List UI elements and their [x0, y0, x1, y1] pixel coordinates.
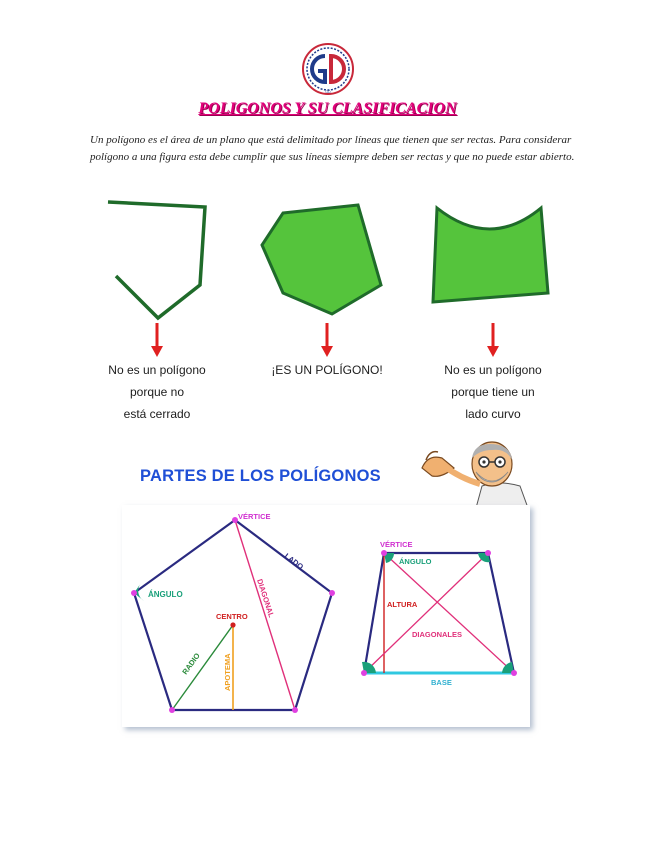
label-angle: ÁNGULO	[148, 590, 183, 599]
label-trap-height: ALTURA	[387, 600, 418, 609]
logo-text: GD	[325, 90, 331, 94]
polygon-parts-panel	[122, 505, 530, 727]
caption-curved: No es un polígono porque tiene un lado curvo	[444, 363, 542, 421]
label-center: CENTRO	[216, 612, 248, 621]
label-trap-diagonals: DIAGONALES	[412, 630, 463, 639]
label-trap-base: BASE	[431, 678, 452, 687]
caption-open: No es un polígono porque no está cerrado	[108, 363, 206, 421]
label-trap-angle: ÁNGULO	[399, 557, 432, 566]
school-logo	[298, 42, 358, 96]
label-side: LADO	[282, 551, 306, 572]
polygon-shape	[262, 205, 381, 314]
page-title: POLIGONOS Y SU CLASIFICACION	[198, 100, 457, 117]
parts-title: PARTES DE LOS POLÍGONOS	[140, 467, 381, 485]
trapezoid-outline	[364, 553, 514, 673]
arrow-down-icon	[321, 323, 333, 357]
pentagon-center	[230, 622, 235, 627]
caption-polygon: ¡ES UN POLÍGONO!	[271, 363, 383, 377]
arrow-down-icon	[487, 323, 499, 357]
intro-paragraph: Un polígono es el área de un plano que está delimitado por líneas que tienen que ser rectas. Para considerar polígono a una figura esta debe cumplir que sus líneas siempre deben ser rectas y que no puede estar abierto.	[90, 134, 575, 163]
trapezoid-diagonal-1	[384, 553, 514, 673]
professor-illustration	[420, 438, 530, 508]
label-diagonal: DIAGONAL	[255, 577, 277, 619]
label-vertex: VÉRTICE	[238, 512, 271, 521]
label-trap-vertex: VÉRTICE	[380, 540, 413, 549]
label-radius: RADIO	[180, 651, 202, 677]
parts-diagram	[122, 505, 530, 727]
arrow-down-icon	[151, 323, 163, 357]
trapezoid-diagonal-2	[364, 553, 488, 673]
label-apothem: APOTEMA	[223, 653, 232, 691]
curved-shape	[433, 208, 548, 302]
open-shape	[108, 202, 205, 318]
